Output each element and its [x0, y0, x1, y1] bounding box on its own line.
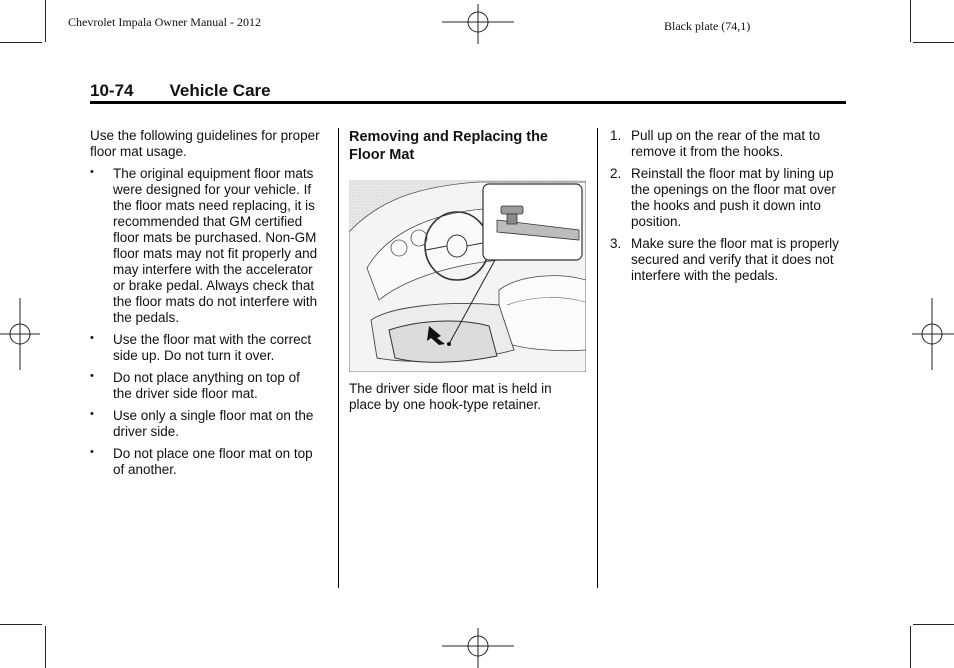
- step-text: Make sure the floor mat is properly secured and verify that it does not interfere with the pedals.: [631, 236, 839, 283]
- registration-target-icon: [442, 628, 514, 668]
- manual-title: Chevrolet Impala Owner Manual - 2012: [68, 15, 261, 29]
- section-heading: [90, 81, 271, 101]
- caption-text: The driver side floor mat is held in place by one hook-type retainer.: [349, 381, 552, 412]
- guideline-list: [90, 166, 320, 478]
- registration-target-icon: [0, 298, 40, 370]
- crop-mark: [913, 624, 954, 625]
- steps-list: [599, 128, 847, 284]
- intro-text: Use the following guidelines for proper floor mat usage.: [90, 128, 320, 159]
- step-number: 2.: [610, 166, 622, 181]
- floor-mat-illustration: [349, 180, 586, 372]
- step-number: 1.: [610, 128, 622, 143]
- figure-caption: [349, 381, 586, 413]
- crop-mark: [0, 42, 42, 43]
- column-removing: [349, 128, 586, 164]
- list-item: • Do not place one floor mat on top of another.: [90, 446, 320, 478]
- floor-mat-retainer-illustration-icon: [349, 180, 586, 372]
- step-text: Reinstall the floor mat by lining up the openings on the floor mat over the hooks and push it down into position.: [631, 166, 836, 229]
- column-steps: [599, 128, 847, 290]
- list-item: • Use the floor mat with the correct side up. Do not turn it over.: [90, 332, 320, 364]
- list-item: [599, 166, 847, 230]
- crop-mark: [910, 626, 911, 668]
- subsection-heading: Removing and Replacing the Floor Mat: [349, 129, 548, 163]
- step-number: 3.: [610, 236, 622, 251]
- registration-target-icon: [912, 298, 954, 370]
- column-divider: [597, 128, 598, 588]
- list-item: [599, 128, 847, 160]
- registration-target-icon: [442, 4, 514, 44]
- crop-mark: [910, 0, 911, 42]
- column-divider: [338, 128, 339, 588]
- list-item: • Use only a single floor mat on the driver side.: [90, 408, 320, 440]
- crop-mark: [45, 626, 46, 668]
- list-item: [599, 236, 847, 284]
- crop-mark: [0, 624, 42, 625]
- list-item: • The original equipment floor mats were designed for your vehicle. If the floor mats need replacing, it is recommended that GM certified floor mats be purchased. Non-GM floor mats may not fit properly and may interfere with the accelerator or brake pedal. Always check that the floor mats do not interfere with the pedals.: [90, 166, 320, 326]
- crop-mark: [45, 0, 46, 42]
- list-item: • Do not place anything on top of the driver side floor mat.: [90, 370, 320, 402]
- column-guidelines: [90, 128, 320, 484]
- page-number: 10-74: [90, 81, 134, 100]
- crop-mark: [913, 42, 954, 43]
- heading-rule: [90, 101, 846, 104]
- plate-label: Black plate (74,1): [664, 19, 751, 33]
- step-text: Pull up on the rear of the mat to remove it from the hooks.: [631, 128, 821, 159]
- section-title: Vehicle Care: [169, 81, 271, 100]
